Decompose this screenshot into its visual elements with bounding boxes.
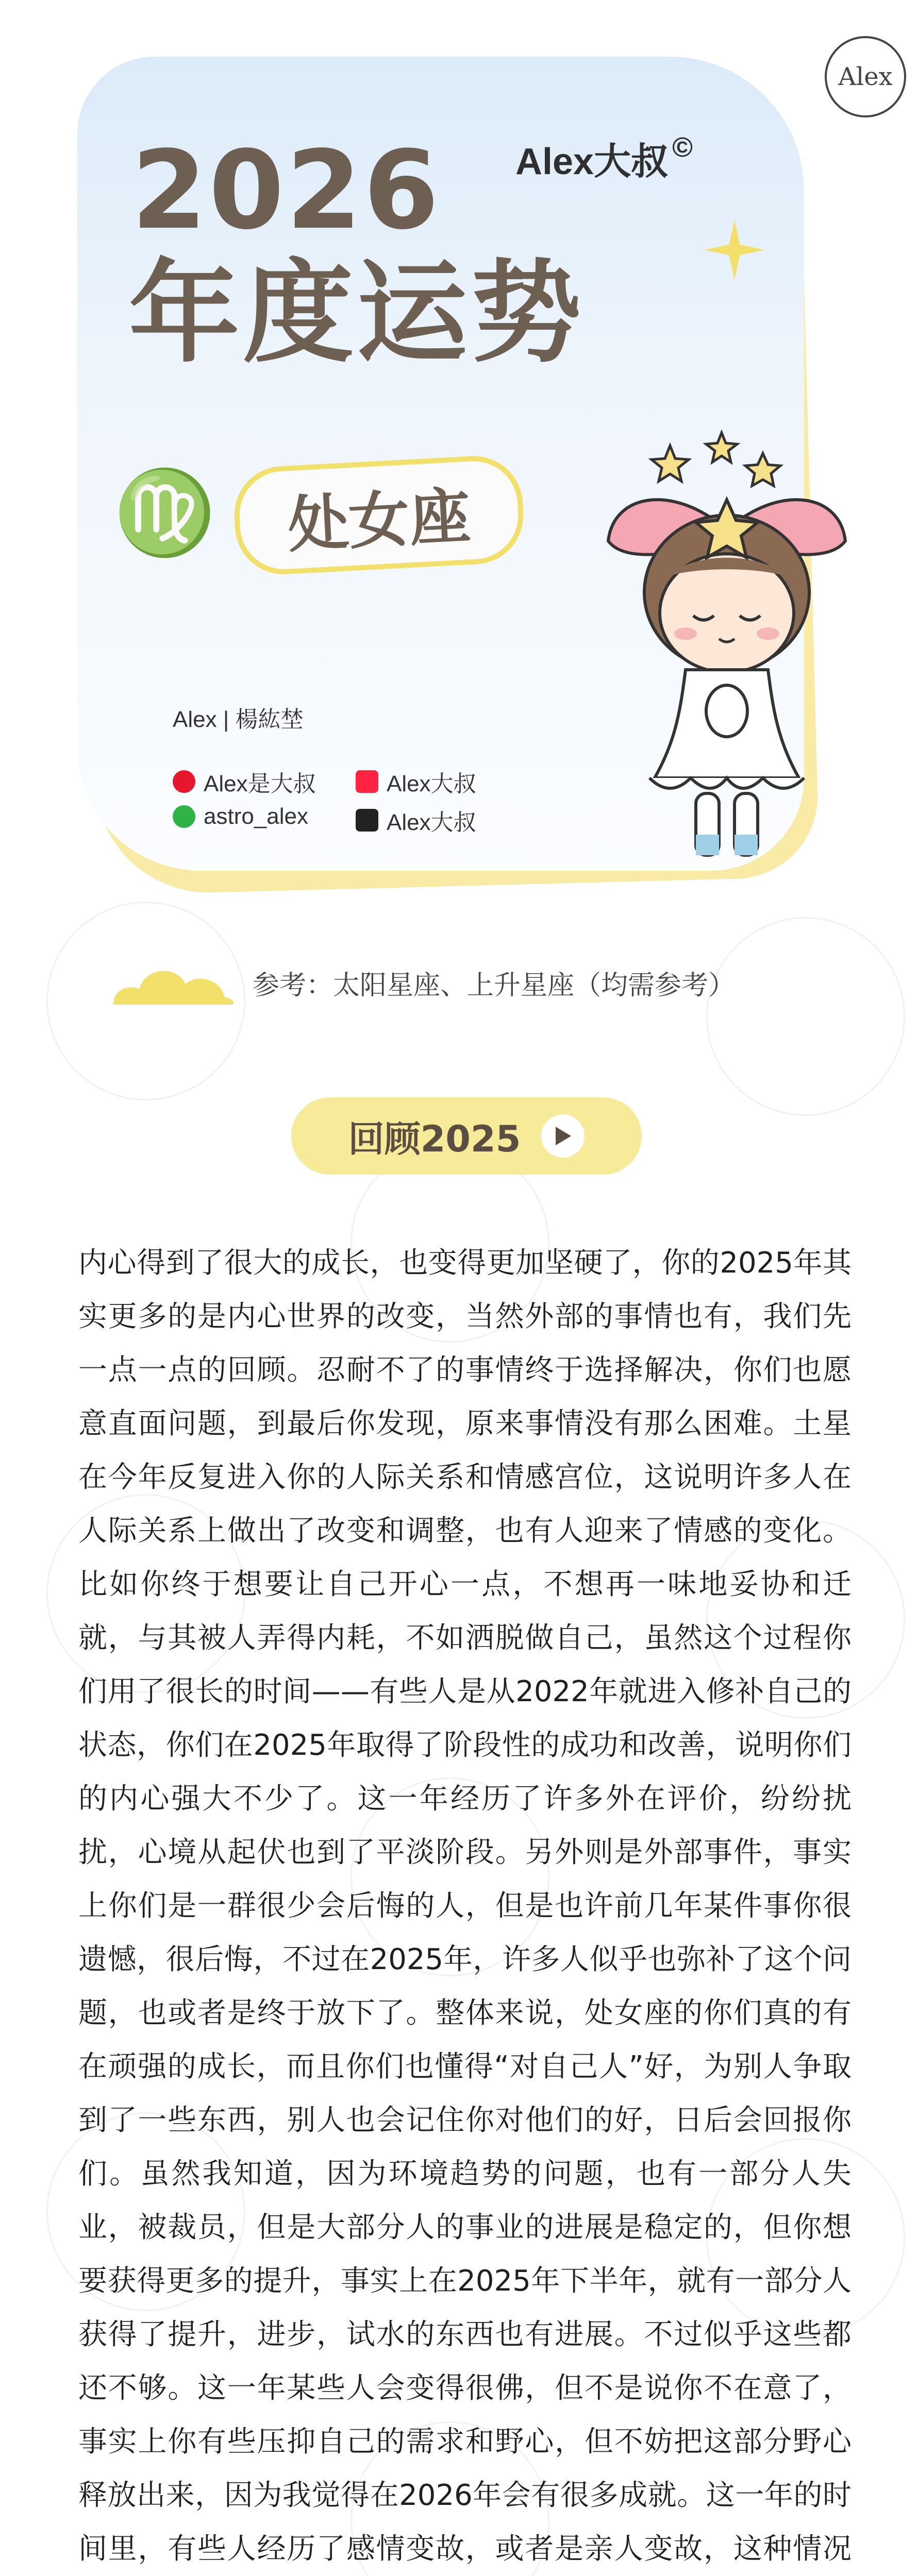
review-2025-button[interactable] — [291, 1097, 642, 1175]
sparkle-icon — [701, 216, 768, 283]
social-label: Alex大叔 — [387, 810, 476, 835]
brand-name — [515, 131, 693, 185]
title-year: 2026 — [131, 127, 441, 253]
review-paragraph: 内心得到了很大的成长，也变得更加坚硬了，你的2025年其实更多的是内心世界的改变，当然外部的事情也有，我们先一点一点的回顾。忍耐不了的事情终于选择解决，你们也愿意直面问题，到最后你发现，原来事情没有那么困难。土星在今年反复进入你的人际关系和情感宫位，这说明许多人在人际关系上做出了改变和调整，也有人迎来了情感的变化。比如你终于想要让自己开心一点，不想再一味地妥协和迁就，与其被人弄得内耗，不如洒脱做自己，虽然这个过程你们用了很长的时间——有些人是从2022年就进入修补自己的状态，你们在2025年取得了阶段性的成功和改善，说明你们的内心强大不少了。这一年经历了许多外在评价，纷纷扰扰，心境从起伏也到了平淡阶段。另外则是外部事件，事实上你们是一群很少会后悔的人，但是也许前几年某件事你很遗憾，很后悔，不过在2025年，许多人似乎也弥补了这个问题，也或者是终于放下了。整体来说，处女座的你们真的有在顽强的成长，而且你们也懂得“对自己人”好，为别人争取到了一些东西，别人也会记住你对他们的好，日后会回报你们。虽然我知道，因为环境趋势的问题，也有一部分人失业，被裁员，但是大部分人的事业的进展是稳定的，但你想要获得更多的提升，事实上在2025年下半年，就有一部分人获得了提升，进步，试水的东西也有进展。不过似乎这些都还不够。这一年某些人会变得很佛，但不是说你不在意了，事实上你有些压抑自己的需求和野心，但不妨把这部分野心释放出来，因为我觉得在2026年会有很多成就。这一年的时间里，有些人经历了感情变故，或者是亲人变故，这种情况 — [78, 1246, 852, 2566]
social-label: astro_alex — [204, 804, 309, 829]
social-wechat[interactable] — [173, 804, 308, 829]
reference-note: 参考：太阳星座、上升星座（均需参考） — [253, 971, 736, 1001]
sign-name: 处女座 — [286, 480, 472, 561]
play-icon — [541, 1114, 585, 1158]
social-weibo[interactable] — [173, 765, 316, 798]
virgo-girl-illustration — [593, 422, 861, 876]
brand-name-text: Alex大叔 — [515, 141, 669, 182]
watermark-circle — [706, 917, 905, 1116]
brand-logo — [825, 36, 906, 117]
cloud-icon — [108, 958, 237, 1010]
social-label: Alex是大叔 — [204, 771, 316, 796]
copyright-mark: © — [672, 132, 693, 163]
page-title: 年度运势 — [129, 248, 585, 378]
social-douyin[interactable] — [356, 804, 476, 837]
brand-logo-text: Alex — [838, 62, 893, 91]
wechat-icon — [173, 805, 195, 828]
weibo-icon — [173, 770, 195, 793]
social-label: Alex大叔 — [387, 771, 476, 796]
sign-name-badge — [232, 453, 526, 577]
review-label: 回顾2025 — [348, 1117, 521, 1160]
social-xiaohongshu[interactable] — [356, 765, 476, 798]
xiaohongshu-icon — [356, 770, 378, 793]
virgo-symbol-icon: ♍ — [113, 464, 216, 561]
douyin-icon — [356, 809, 378, 832]
author-line: Alex | 楊紘埜 — [173, 707, 304, 732]
